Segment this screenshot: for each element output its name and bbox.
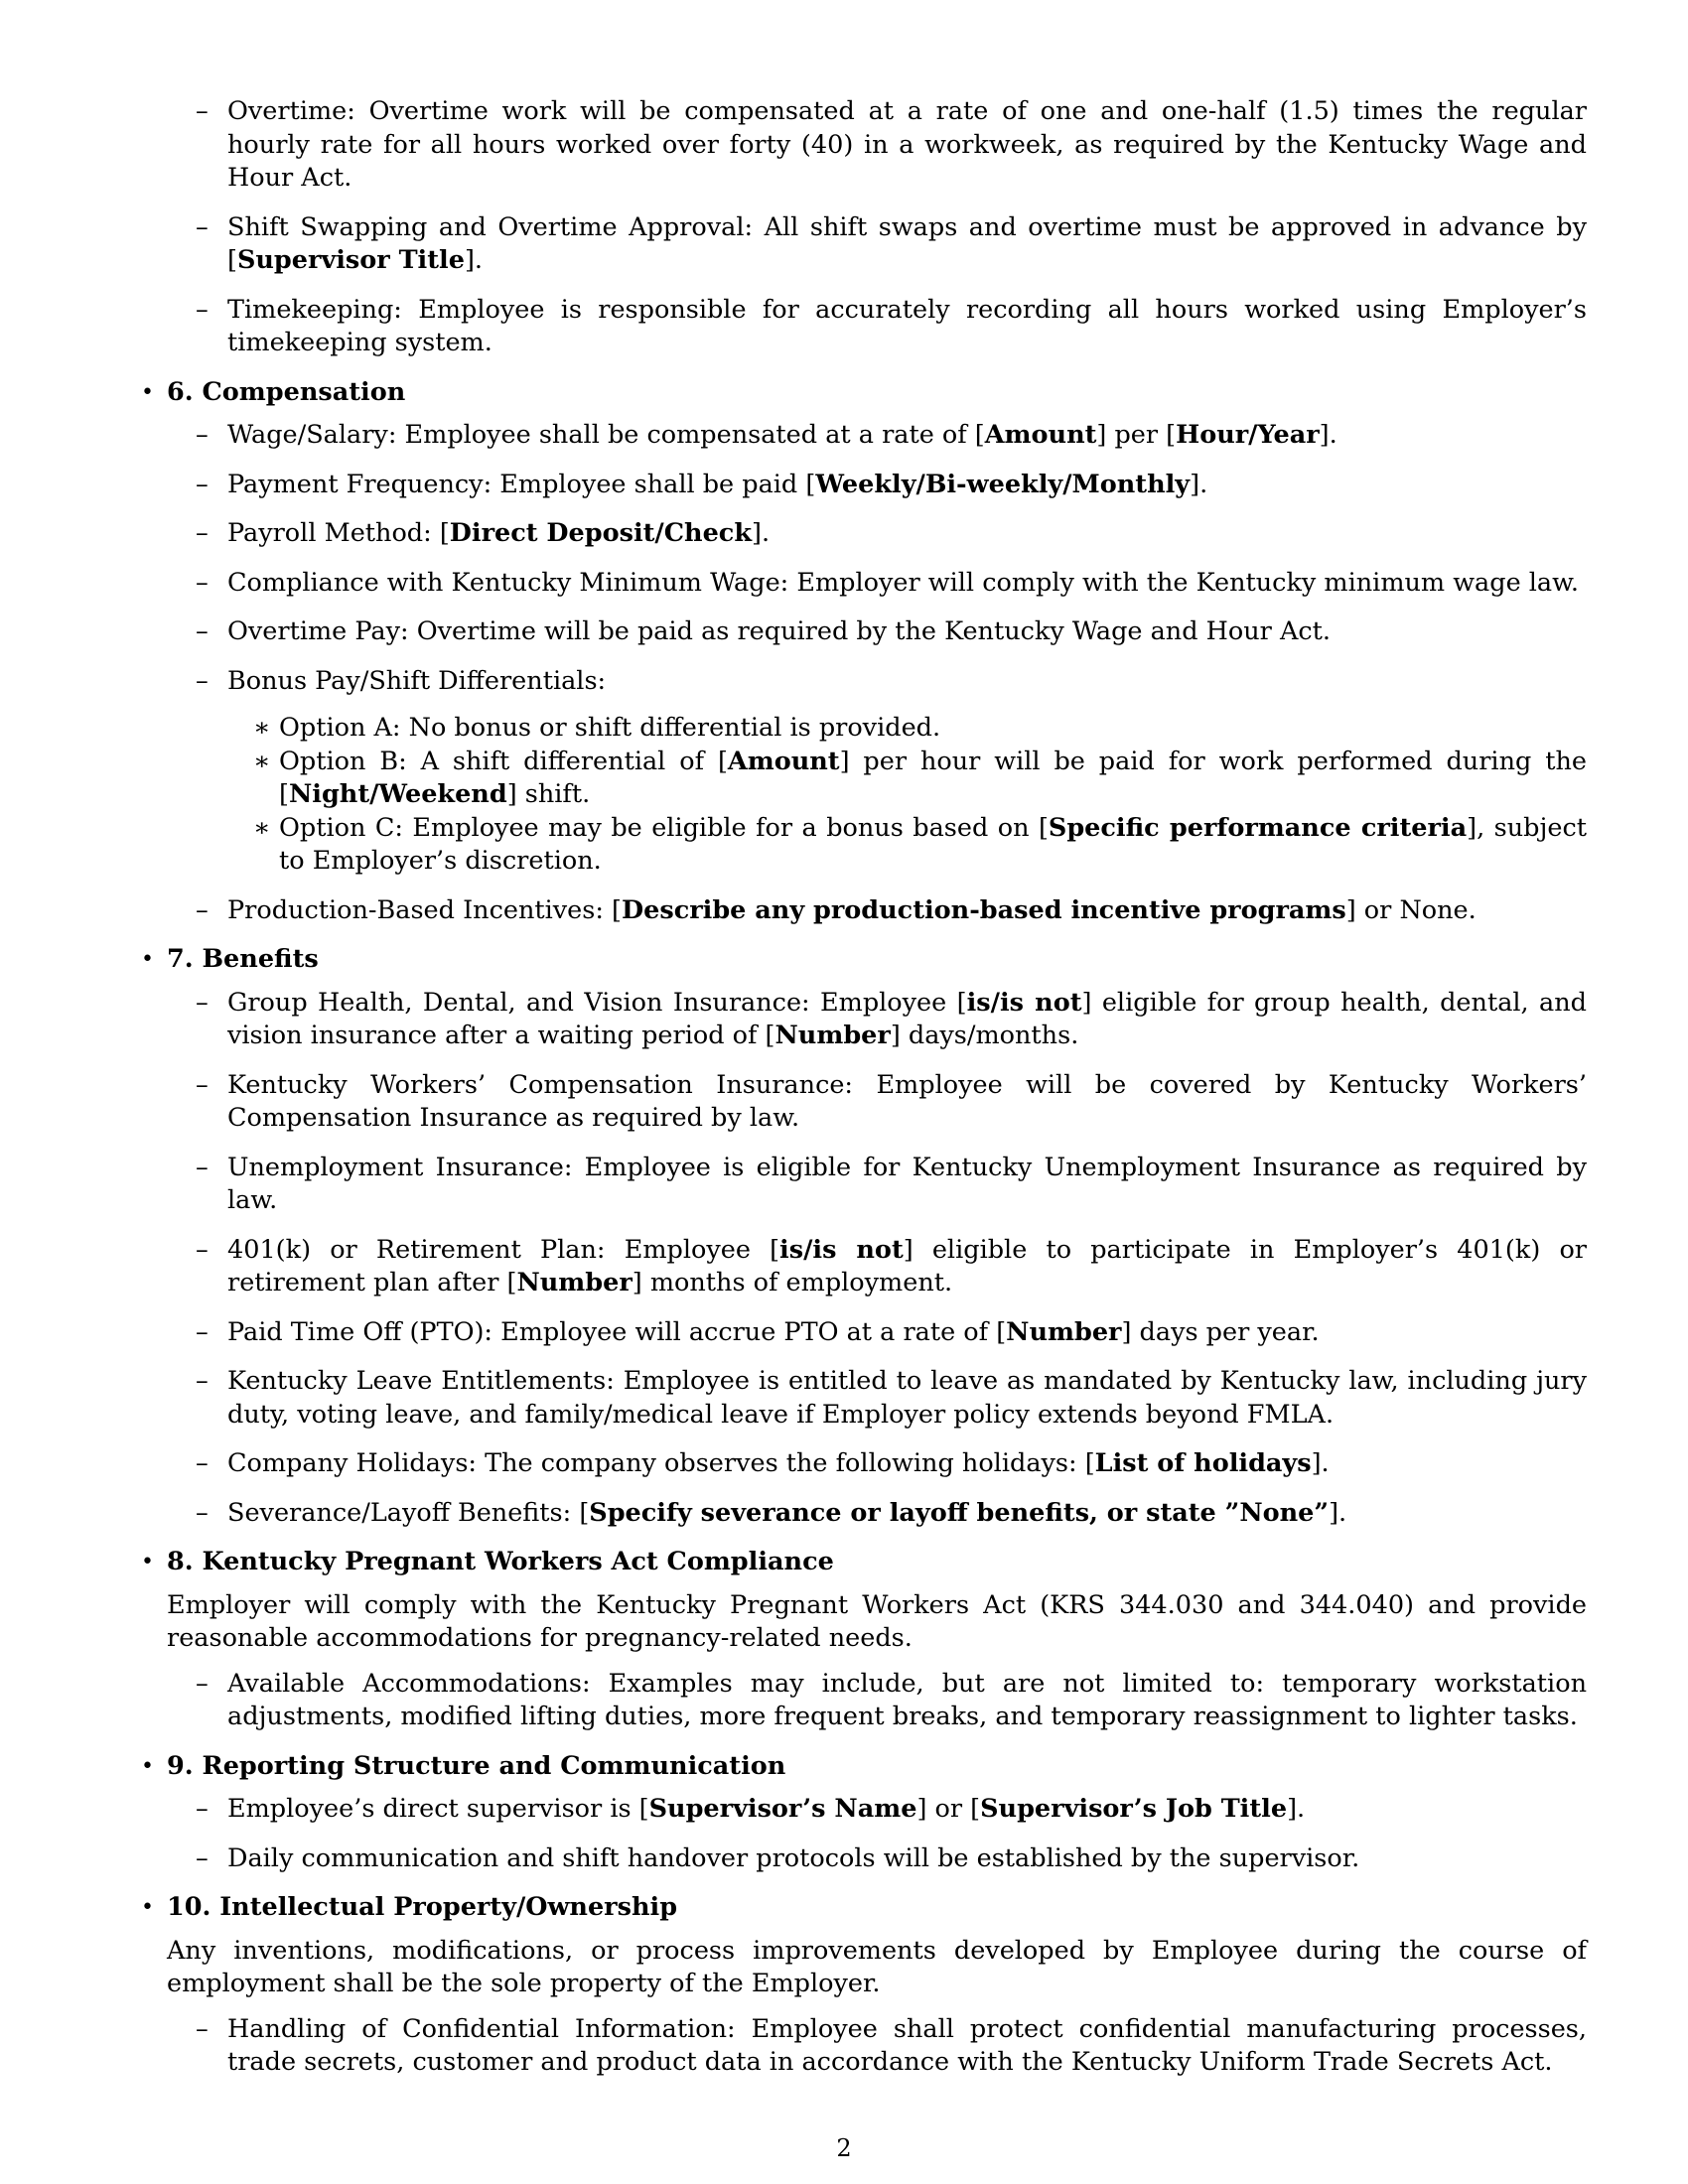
option-item: ∗ Option B: A shift differential of [Amount] per hour will be paid for work performed during the [Night/Weekend] shift.	[253, 746, 1587, 809]
star-marker: ∗	[253, 713, 271, 743]
list-item: – Paid Time Off (PTO): Employee will accrue PTO at a rate of [Number] days per year.	[196, 1316, 1320, 1347]
section-compensation	[141, 376, 1587, 928]
list-item: – Unemployment Insurance: Employee is eligible for Kentucky Unemployment Insurance as required by law.	[196, 1152, 1587, 1215]
option-item: ∗ Option C: Employee may be eligible for a bonus based on [Specific performance criteria], subject to Employer’s discretion.	[253, 812, 1587, 876]
star-marker: ∗	[253, 746, 271, 776]
list-item: – Overtime: Overtime work will be compensated at a rate of one and one-half (1.5) times the regular hourly rate for all hours worked over forty (40) in a workweek, as required by the Kentucky Wage and Hour Act.	[196, 96, 1587, 193]
option-item: ∗ Option A: No bonus or shift differential is provided.	[227, 712, 1587, 746]
bullet-marker: •	[141, 1550, 154, 1574]
bullet-marker: •	[141, 1895, 154, 1920]
bullet-marker: •	[141, 1753, 154, 1779]
list-item: – Timekeeping: Employee is responsible for accurately recording all hours worked using Employer’s timekeeping system.	[196, 294, 1587, 357]
star-marker: ∗	[253, 812, 271, 843]
list-item: – Kentucky Workers’ Compensation Insurance: Employee will be covered by Kentucky Workers’ Compensation Insurance as required by law.	[196, 1069, 1587, 1133]
section-reporting-structure	[141, 1750, 1587, 1876]
section-heading: 10. Intellectual Property/Ownership	[167, 1892, 678, 1922]
section-heading: 7. Benefits	[167, 944, 319, 974]
list-item: – Employee’s direct supervisor is [Supervisor’s Name] or [Supervisor’s Job Title].	[196, 1794, 1306, 1824]
list-item: – Payment Frequency: Employee shall be paid [Weekly/Bi-weekly/Monthly].	[196, 469, 1208, 499]
section-benefits	[141, 943, 1587, 1530]
dash-marker: –	[196, 96, 209, 126]
section-paragraph: Employer will comply with the Kentucky Pregnant Workers Act (KRS 344.030 and 344.040) and provide reasonable accommodations for pregnancy-related needs.	[167, 1589, 1587, 1653]
dash-marker: –	[196, 211, 209, 242]
list-item: – Overtime Pay: Overtime will be paid as required by the Kentucky Wage and Hour Act.	[196, 616, 1332, 646]
list-item: – Available Accommodations: Examples may include, but are not limited to: temporary workstation adjustments, modified lifting duties, more frequent breaks, and temporary reassignment to lighter tasks.	[196, 1668, 1587, 1731]
list-item: – Kentucky Leave Entitlements: Employee is entitled to leave as mandated by Kentucky law, including jury duty, voting leave, and family/medical leave if Employer policy extends beyond FMLA.	[196, 1366, 1587, 1430]
dash-marker: –	[196, 294, 209, 325]
section-intellectual-property	[141, 1891, 1587, 2080]
bullet-marker: •	[141, 379, 154, 405]
list-item: – Daily communication and shift handover protocols will be established by the supervisor.	[196, 1843, 1360, 1873]
list-item: – Production-Based Incentives: [Describe any production-based incentive programs] or None.	[196, 894, 1477, 925]
list-item: – Compliance with Kentucky Minimum Wage: Employer will comply with the Kentucky minimum wage law.	[196, 567, 1580, 598]
list-item: – Group Health, Dental, and Vision Insurance: Employee [is/is not] eligible for group health, dental, and vision insurance after a waiting period of [Number] days/months.	[196, 987, 1587, 1050]
section-heading: 6. Compensation	[167, 376, 406, 407]
bullet-marker: •	[141, 947, 154, 972]
list-item: – Shift Swapping and Overtime Approval: All shift swaps and overtime must be approved in advance by [Supervisor Title].	[196, 211, 1587, 275]
page-number: 2	[836, 2134, 852, 2162]
list-item: – Handling of Confidential Information: Employee shall protect confidential manufacturing processes, trade secrets, customer and product data in accordance with the Kentucky Uniform Trade Secrets Act.	[196, 2013, 1587, 2077]
list-item: – Bonus Pay/Shift Differentials: ∗ Option A: No bonus or shift differential is provided. ∗ Option B: A shift differential of [Amount] per hour will be paid for work performed during the [Night/Weekend] shift. ∗ Option C: Employee may be eligible for a bonus based on [Specific performance criteria], subject to Employer’s discretion.	[167, 665, 1587, 879]
section-heading: 9. Reporting Structure and Communication	[167, 1750, 786, 1781]
section-heading: 8. Kentucky Pregnant Workers Act Compliance	[167, 1547, 834, 1576]
continued-list	[167, 95, 1587, 360]
list-item: – Company Holidays: The company observes the following holidays: [List of holidays].	[196, 1448, 1330, 1478]
options-list	[227, 712, 1587, 879]
list-item: – 401(k) or Retirement Plan: Employee [is/is not] eligible to participate in Employer’s 401(k) or retirement plan after [Number] months of employment.	[196, 1234, 1587, 1297]
section-pregnant-workers-act	[141, 1546, 1587, 1734]
list-item: – Wage/Salary: Employee shall be compensated at a rate of [Amount] per [Hour/Year].	[196, 420, 1337, 450]
list-item: – Severance/Layoff Benefits: [Specify severance or layoff benefits, or state ”None”].	[196, 1497, 1347, 1528]
section-paragraph: Any inventions, modifications, or process improvements developed by Employee during the course of employment shall be the sole property of the Employer.	[167, 1935, 1587, 1998]
list-item: – Payroll Method: [Direct Deposit/Check].	[196, 518, 771, 548]
document-body	[141, 95, 1587, 2096]
